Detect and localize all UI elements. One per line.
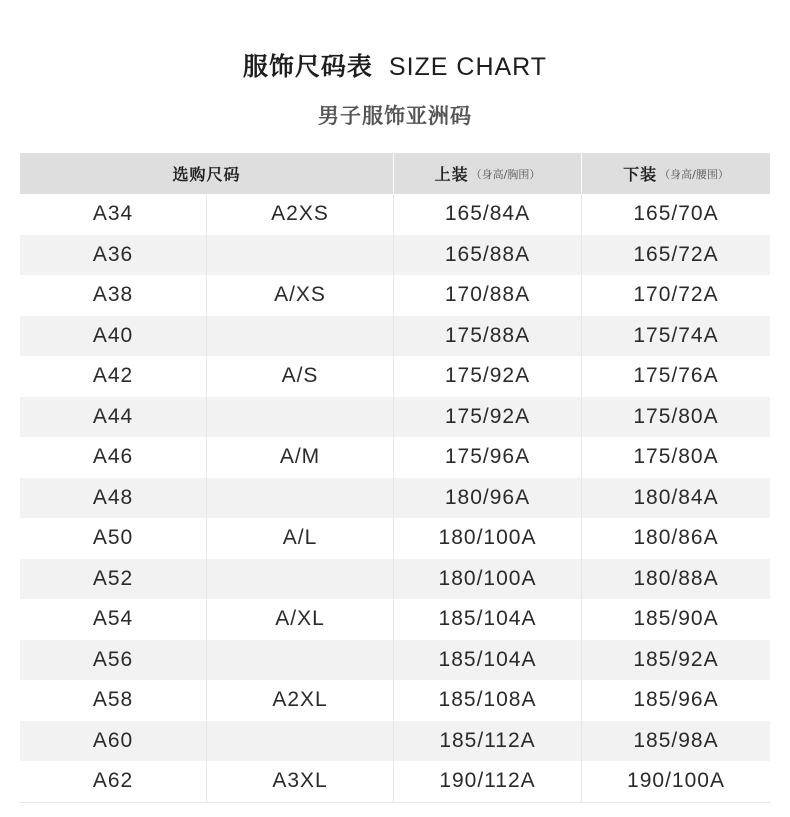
alpha-size-cell (207, 721, 394, 762)
size-code-cell: A50 (20, 518, 207, 559)
alpha-size-cell: A/M (207, 437, 394, 478)
table-row (20, 721, 770, 762)
header-bottom (582, 153, 770, 194)
top-measure-cell: 185/104A (394, 640, 582, 681)
size-code-cell: A52 (20, 559, 207, 600)
top-measure-cell: 175/92A (394, 397, 582, 438)
table-row (20, 194, 770, 235)
table-header (20, 153, 770, 194)
bottom-measure-cell: 175/80A (633, 445, 719, 469)
bottom-measure-cell: 165/70A (633, 202, 719, 226)
bottom-measure-cell: 185/90A (633, 607, 719, 631)
header-top (394, 153, 582, 194)
bottom-measure-cell: 180/84A (633, 485, 719, 509)
table-row (20, 275, 770, 316)
bottom-measure-cell: 180/88A (633, 566, 719, 590)
size-code-cell: A34 (20, 194, 207, 235)
size-code-cell: A56 (20, 640, 207, 681)
table-row (20, 559, 770, 600)
top-measure-cell: 190/112A (394, 761, 582, 802)
header-select-size: 选购尺码 (20, 153, 394, 194)
bottom-measure-cell: 170/72A (633, 283, 719, 307)
size-code-cell: A36 (20, 235, 207, 276)
table-row (20, 640, 770, 681)
size-code-cell: A48 (20, 478, 207, 519)
top-measure-cell: 170/88A (394, 275, 582, 316)
table-row (20, 761, 770, 802)
bottom-measure-cell: 165/72A (633, 242, 719, 266)
top-measure-cell: 175/96A (394, 437, 582, 478)
alpha-size-cell (207, 559, 394, 600)
bottom-measure-cell: 175/80A (633, 404, 719, 428)
table-row (20, 235, 770, 276)
bottom-measure-cell: 185/98A (633, 728, 719, 752)
size-code-cell: A58 (20, 680, 207, 721)
size-code-cell: A60 (20, 721, 207, 762)
top-measure-cell: 175/88A (394, 316, 582, 357)
table-body (20, 194, 770, 802)
size-table (20, 153, 770, 802)
table-row (20, 397, 770, 438)
top-measure-cell: 180/100A (394, 518, 582, 559)
size-code-cell: A62 (20, 761, 207, 802)
size-code-cell: A38 (20, 275, 207, 316)
alpha-size-cell (207, 478, 394, 519)
alpha-size-cell: A/L (207, 518, 394, 559)
top-measure-cell: 180/96A (394, 478, 582, 519)
top-measure-cell: 165/84A (394, 194, 582, 235)
top-measure-cell: 175/92A (394, 356, 582, 397)
page-title (0, 49, 790, 85)
size-code-cell: A44 (20, 397, 207, 438)
header-bottom-label: 下装 (623, 165, 658, 184)
table-row (20, 316, 770, 357)
top-measure-cell: 185/108A (394, 680, 582, 721)
table-row (20, 599, 770, 640)
table-row (20, 356, 770, 397)
alpha-size-cell (207, 397, 394, 438)
header-top-note: （身高/胸围） (470, 167, 541, 181)
title-chinese: 服饰尺码表 (242, 52, 373, 81)
bottom-measure-cell: 185/92A (633, 647, 719, 671)
size-code-cell: A54 (20, 599, 207, 640)
bottom-measure-cell: 175/76A (633, 364, 719, 388)
header-bottom-note: （身高/腰围） (659, 167, 729, 181)
size-code-cell: A40 (20, 316, 207, 357)
alpha-size-cell: A/S (207, 356, 394, 397)
table-row (20, 518, 770, 559)
size-code-cell: A42 (20, 356, 207, 397)
top-measure-cell: 165/88A (394, 235, 582, 276)
page-subtitle: 男子服饰亚洲码 (318, 104, 472, 128)
top-measure-cell: 180/100A (394, 559, 582, 600)
top-measure-cell: 185/112A (394, 721, 582, 762)
alpha-size-cell (207, 316, 394, 357)
table-bottom-divider (20, 802, 770, 803)
top-measure-cell: 185/104A (394, 599, 582, 640)
table-row (20, 478, 770, 519)
alpha-size-cell: A2XL (207, 680, 394, 721)
alpha-size-cell: A3XL (207, 761, 394, 802)
bottom-measure-cell: 185/96A (633, 688, 719, 712)
title-english: SIZE CHART (388, 53, 548, 81)
alpha-size-cell: A2XS (207, 194, 394, 235)
alpha-size-cell: A/XL (207, 599, 394, 640)
bottom-measure-cell: 175/74A (633, 323, 719, 347)
header-top-label: 上装 (434, 165, 469, 184)
bottom-measure-cell: 180/86A (633, 526, 719, 550)
bottom-measure-cell: 190/100A (627, 769, 725, 793)
alpha-size-cell (207, 235, 394, 276)
alpha-size-cell: A/XS (207, 275, 394, 316)
table-row (20, 680, 770, 721)
table-row (20, 437, 770, 478)
alpha-size-cell (207, 640, 394, 681)
size-code-cell: A46 (20, 437, 207, 478)
